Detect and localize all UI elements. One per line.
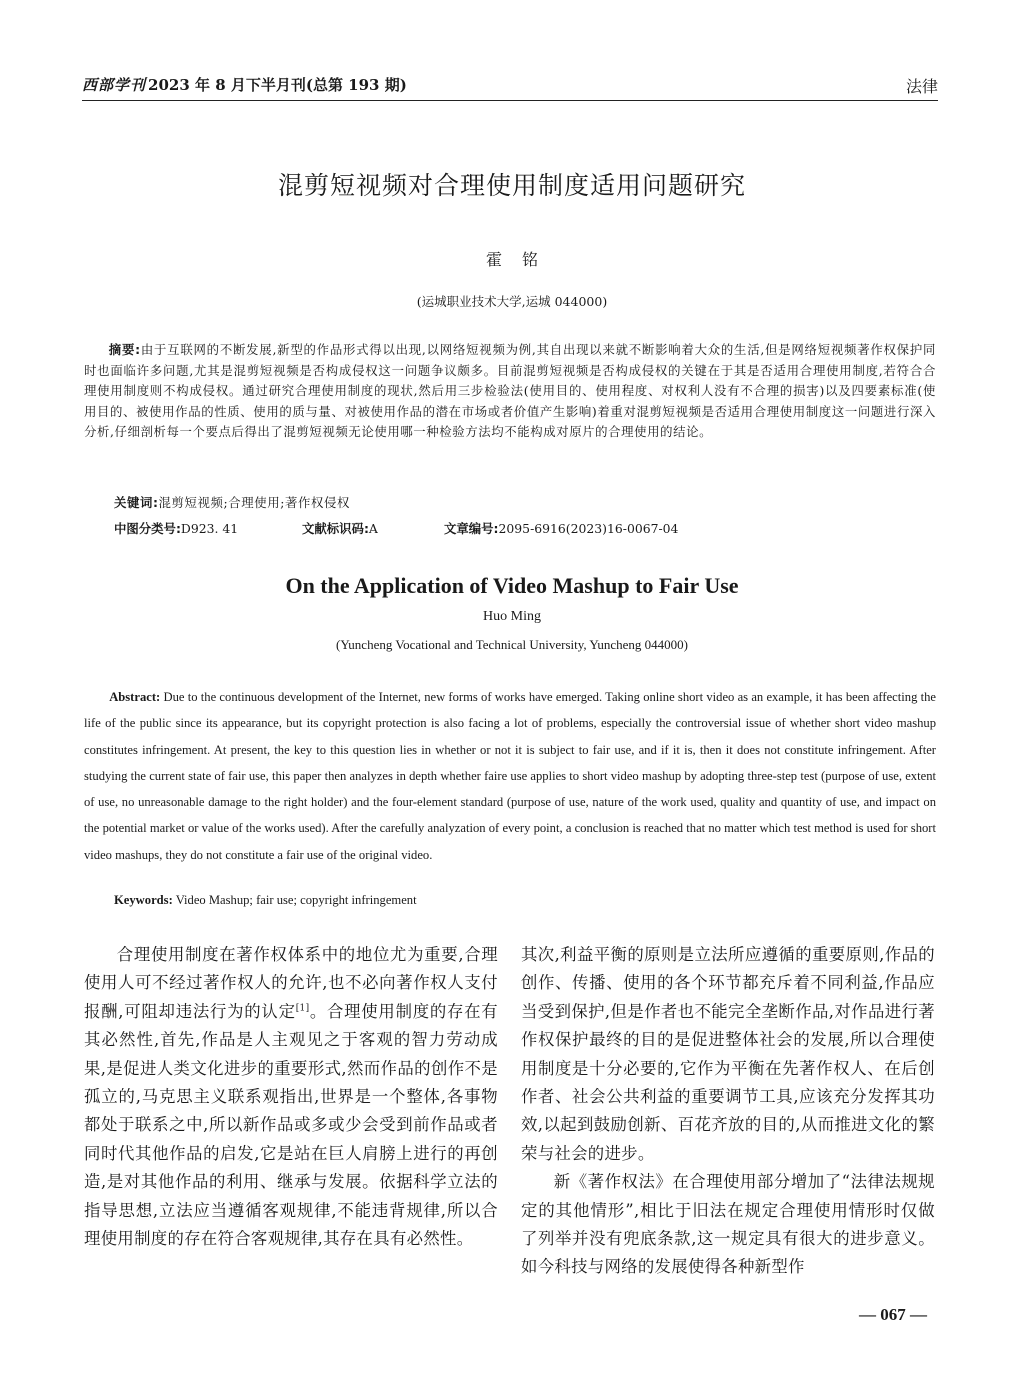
abstract-en-text: Due to the continuous development of the Internet, new forms of works have emerged. Taking online short video as an example, it has been affecting the life of the public since its appearance, but its copyright protection is also facing a lot of problems, especially the controversial issue of whether short video mashup constitutes infringement. At present, the key to this question lies in whether or not it is subject to fair use, and if it is, then it does not constitute infringement. After studying the current state of fair use, this paper then analyzes in depth whether faire use applies to short video mashup by adopting three-step test (purpose of use, extent of use, no unreasonable damage to the right holder) and the four-element standard (purpose of use, nature of the work used, quality and quantity of use, and impact on the potential market or value of the works used). After the carefully analyzation of every point, a conclusion is reached that no matter which test method is used for short video mashups, they do not constitute a fair use of the original video. bbox=[84, 690, 936, 862]
body-paragraph: 其次,利益平衡的原则是立法所应遵循的重要原则,作品的创作、传播、使用的各个环节都充斥着不同利益,作品应当受到保护,但是作者也不能完全垄断作品,对作品进行著作权保护最终的目的是促进整体社会的发展,所以合理使用制度是十分必要的,它作为平衡在先著作权人、在后创作者、社会公共利益的重要调节工具,应该充分发挥其功效,以起到鼓励创新、百花齐放的目的,从而推进文化的繁荣与社会的进步。 bbox=[521, 945, 935, 1163]
page-number: — 067 — bbox=[859, 1305, 927, 1324]
author-name-en: Huo Ming bbox=[483, 609, 541, 624]
clc-label: 中图分类号: bbox=[114, 521, 181, 536]
body-paragraph: 新《著作权法》在合理使用部分增加了“法律法规规定的其他情形”,相比于旧法在规定合理使用情形时仅做了列举并没有兜底条款,这一规定具有很大的进步意义。如今科技与网络的发展使得各种新型作 bbox=[521, 1172, 935, 1277]
body-paragraph bbox=[84, 941, 498, 1253]
abstract-cn-text: 由于互联网的不断发展,新型的作品形式得以出现,以网络短视频为例,其自出现以来就不断影响着大众的生活,但是网络短视频著作权保护同时也面临许多问题,尤其是混剪短视频是否构成侵权这一问题争议颇多。目前混剪短视频是否构成侵权的关键在于其是否适用合理使用制度,若符合合理使用制度则不构成侵权。通过研究合理使用制度的现状,然后用三步检验法(使用目的、使用程度、对权利人没有不合理的损害)以及四要素标准(使用目的、被使用作品的性质、使用的质与量、对被使用作品的潜在市场或者价值产生影响)着重对混剪短视频是否适用合理使用制度这一问题进行深入分析,仔细剖析每一个要点后得出了混剪短视频无论使用哪一种检验方法均不能构成对原片的合理使用的结论。 bbox=[84, 342, 936, 439]
body-text: 。合理使用制度的存在有其必然性,首先,作品是人主观见之于客观的智力劳动成果,是促进人类文化进步的重要形式,然而作品的创作不是孤立的,马克思主义联系观指出,世界是一个整体,各事物都处于联系之中,所以新作品或多或少会受到前作品或者同时代其他作品的启发,它是站在巨人肩膀上进行的再创造,是对其他作品的利用、继承与发展。依据科学立法的指导思想,立法应当遵循客观规律,不能违背规律,所以合理使用制度的存在符合客观规律,其存在具有必然性。 bbox=[84, 1001, 498, 1249]
keywords-cn bbox=[114, 493, 350, 511]
body-column-right bbox=[521, 941, 935, 1282]
abstract-cn-label: 摘要: bbox=[108, 342, 141, 357]
doc-code-value: A bbox=[368, 521, 378, 536]
article-number bbox=[444, 519, 678, 537]
keywords-cn-text: 混剪短视频;合理使用;著作权侵权 bbox=[158, 495, 350, 510]
section-label: 法律 bbox=[905, 77, 938, 96]
running-header bbox=[82, 72, 938, 101]
citation-ref: [1] bbox=[295, 1003, 310, 1014]
article-title-en: On the Application of Video Mashup to Fair Use bbox=[285, 573, 739, 598]
keywords-en bbox=[114, 893, 417, 908]
issue-text: 2023 年 8 月下半月刊(总第 193 期) bbox=[148, 76, 407, 94]
abstract-cn bbox=[84, 340, 936, 443]
abstract-en bbox=[84, 684, 936, 868]
clc-value: D923. 41 bbox=[180, 521, 239, 536]
body-column-left bbox=[84, 941, 498, 1253]
keywords-en-label: Keywords: bbox=[114, 893, 173, 907]
keywords-en-text: Video Mashup; fair use; copyright infringement bbox=[175, 893, 417, 907]
abstract-en-label: Abstract: bbox=[109, 690, 161, 704]
journal-issue-info bbox=[82, 74, 407, 95]
author-name-cn: 霍铭 bbox=[485, 250, 558, 269]
clc-number bbox=[114, 519, 238, 537]
article-no-value: 2095-6916(2023)16-0067-04 bbox=[498, 521, 679, 536]
affiliation-cn: (运城职业技术大学,运城 044000) bbox=[416, 294, 608, 309]
document-code bbox=[302, 519, 378, 537]
article-title-cn: 混剪短视频对合理使用制度适用问题研究 bbox=[277, 171, 746, 200]
doc-code-label: 文献标识码: bbox=[302, 521, 369, 536]
affiliation-en: (Yuncheng Vocational and Technical University, Yuncheng 044000) bbox=[336, 637, 688, 652]
article-no-label: 文章编号: bbox=[444, 521, 499, 536]
journal-logo: 西部学刊 bbox=[82, 76, 147, 94]
keywords-cn-label: 关键词: bbox=[114, 495, 159, 510]
body-text: 合理使用制度在著作权体系中的地位尤为重要,合理使用人可不经过著作权人的允许,也不必向著作权人支付报酬,可阻却违法行为的认定 bbox=[84, 945, 498, 1021]
